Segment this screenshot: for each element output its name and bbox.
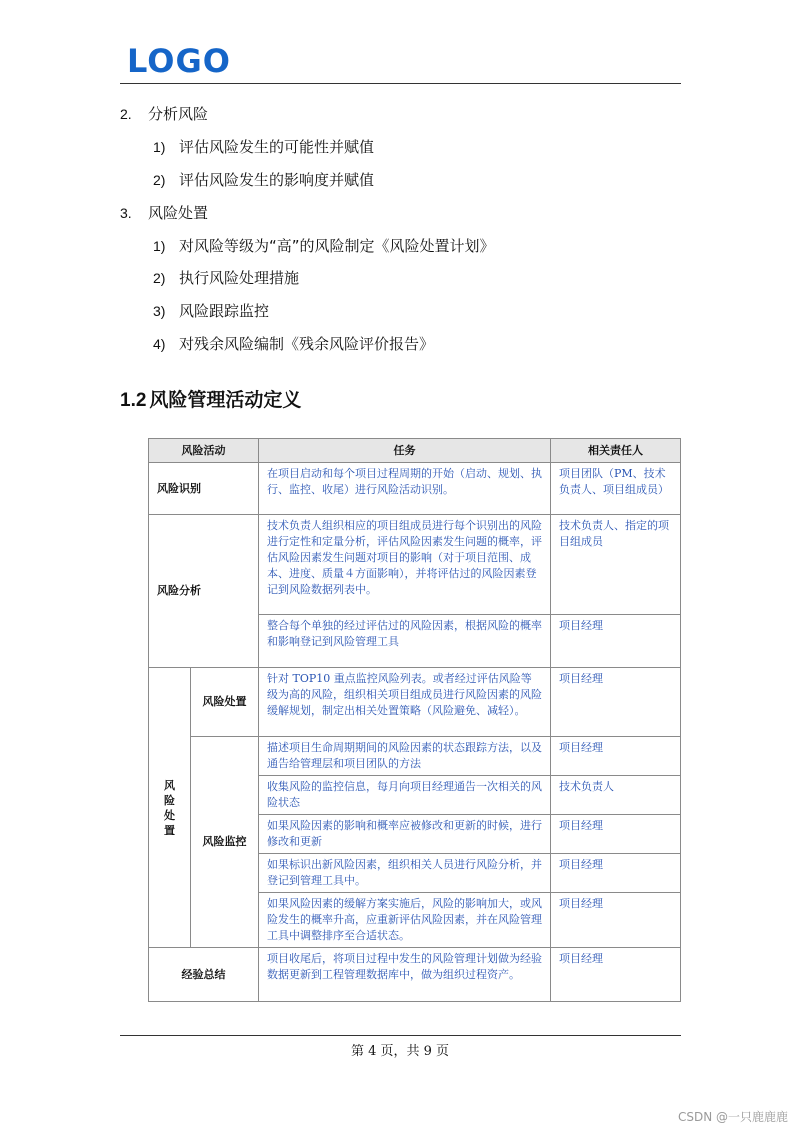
list-number: 1) (153, 238, 166, 254)
header-owner: 相关责任人 (551, 439, 681, 463)
section-heading (120, 388, 301, 413)
activity-cell: 风险分析 (149, 515, 259, 668)
list-item (153, 268, 299, 288)
list-text: 执行风险处理措施 (179, 269, 300, 287)
task-cell: 针对 TOP10 重点监控风险列表。或者经过评估风险等级为高的风险，组织相关项目组成员进行风险因素的风险缓解规划，制定出相关处置策略（风险避免、减轻）。 (259, 668, 551, 737)
list-number: 3) (153, 303, 166, 319)
task-cell: 如果风险因素的缓解方案实施后，风险的影响加大，或风险发生的概率升高，应重新评估风险因素，并在风险管理工具中调整排序至合适状态。 (259, 893, 551, 948)
list-item (153, 137, 374, 157)
task-cell: 技术负责人组织相应的项目组成员进行每个识别出的风险进行定性和定量分析，评估风险因素发生问题的概率，评估风险因素发生问题对项目的影响（对于项目范围、成本、进度、质量４方面影响），并将评估过的风险因素登记到风险数据列表中。 (259, 515, 551, 615)
activity-cell: 经验总结 (149, 948, 259, 1002)
task-cell: 整合每个单独的经过评估过的风险因素，根据风险的概率和影响登记到风险管理工具 (259, 615, 551, 668)
task-cell: 收集风险的监控信息，每月向项目经理通告一次相关的风险状态 (259, 776, 551, 815)
list-item (153, 334, 434, 354)
owner-cell: 项目经理 (551, 815, 681, 854)
activity-cell: 风险处置 (191, 668, 259, 737)
logo: LOGO (127, 42, 231, 80)
owner-cell: 项目经理 (551, 668, 681, 737)
footer-divider (120, 1035, 681, 1036)
owner-cell: 项目经理 (551, 615, 681, 668)
table-row (149, 668, 681, 737)
header-divider (120, 83, 681, 84)
list-text: 风险处置 (148, 204, 209, 222)
owner-cell: 项目经理 (551, 737, 681, 776)
task-cell: 如果标识出新风险因素，组织相关人员进行风险分析，并登记到管理工具中。 (259, 854, 551, 893)
table-row (149, 948, 681, 1002)
watermark: CSDN @一只鹿鹿鹿 (677, 1110, 788, 1124)
owner-cell: 项目经理 (551, 948, 681, 1002)
page-number: 第 4 页，共 9 页 (350, 1044, 450, 1059)
list-number: 4) (153, 336, 166, 352)
header-activity: 风险活动 (149, 439, 259, 463)
owner-cell: 项目团队（PM、技术负责人、项目组成员） (551, 463, 681, 515)
list-number: 2) (153, 270, 166, 286)
list-item (153, 236, 495, 256)
task-cell: 如果风险因素的影响和概率应被修改和更新的时候，进行修改和更新 (259, 815, 551, 854)
group-char: 险 (164, 793, 175, 807)
list-number: 3. (120, 205, 132, 221)
list-number: 1) (153, 139, 166, 155)
owner-cell: 技术负责人 (551, 776, 681, 815)
table-row (149, 737, 681, 776)
header-task: 任务 (259, 439, 551, 463)
list-text: 评估风险发生的影响度并赋值 (179, 171, 375, 189)
list-number: 2. (120, 106, 132, 122)
owner-cell: 项目经理 (551, 854, 681, 893)
table-row (149, 463, 681, 515)
table-row (149, 515, 681, 615)
risk-activity-table (148, 438, 681, 1002)
list-item (153, 301, 269, 321)
activity-cell: 风险识别 (149, 463, 259, 515)
risk-handling-group-cell (149, 668, 191, 948)
list-text: 分析风险 (148, 105, 209, 123)
list-number: 2) (153, 172, 166, 188)
table-header-row (149, 439, 681, 463)
list-text: 风险跟踪监控 (179, 302, 270, 320)
group-char: 处 (164, 808, 175, 822)
group-char: 置 (164, 823, 175, 837)
list-item (120, 104, 208, 124)
list-text: 评估风险发生的可能性并赋值 (179, 138, 375, 156)
list-text: 对风险等级为“高”的风险制定《风险处置计划》 (179, 237, 495, 255)
owner-cell: 技术负责人、指定的项目组成员 (551, 515, 681, 615)
list-item (153, 170, 374, 190)
owner-cell: 项目经理 (551, 893, 681, 948)
group-char: 风 (164, 778, 175, 792)
section-number: 1.2 (120, 390, 147, 411)
list-text: 对残余风险编制《残余风险评价报告》 (179, 335, 435, 353)
list-item (120, 203, 208, 223)
task-cell: 在项目启动和每个项目过程周期的开始（启动、规划、执行、监控、收尾）进行风险活动识别。 (259, 463, 551, 515)
section-title: 风险管理活动定义 (149, 389, 302, 411)
activity-cell: 风险监控 (191, 737, 259, 948)
task-cell: 项目收尾后，将项目过程中发生的风险管理计划做为经验数据更新到工程管理数据库中，做为组织过程资产。 (259, 948, 551, 1002)
task-cell: 描述项目生命周期期间的风险因素的状态跟踪方法，以及通告给管理层和项目团队的方法 (259, 737, 551, 776)
